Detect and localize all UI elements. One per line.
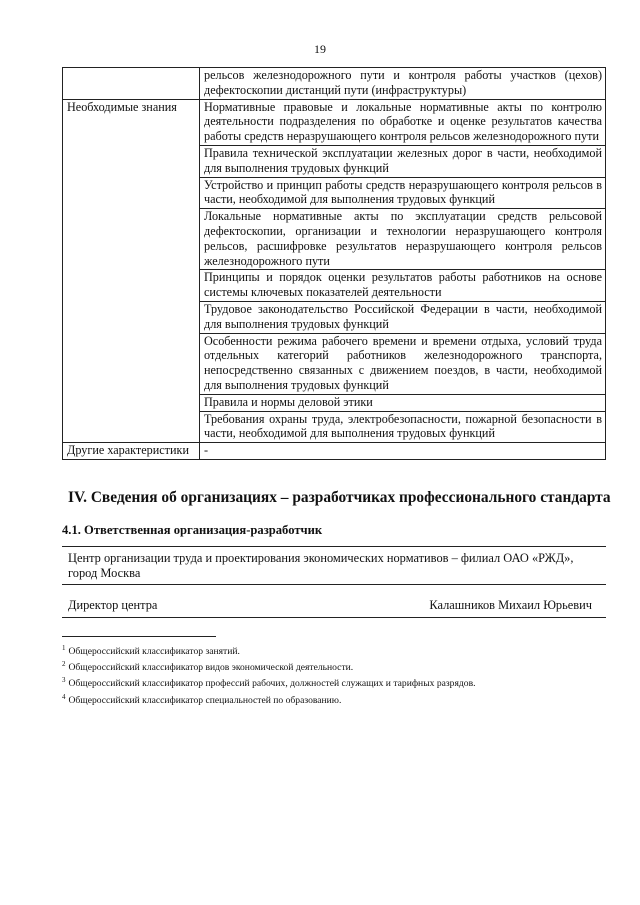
row-label-required-knowledge: Необходимые знания bbox=[63, 99, 200, 443]
row-value: Нормативные правовые и локальные нормативные акты по контролю деятельности подразделения по обработке и оценке результатов качества работы средств неразрушающего контроля рельсов железнодорожного пути bbox=[200, 99, 606, 145]
subsection-title: 4.1. Ответственная организация-разработчик bbox=[62, 523, 323, 537]
signer-name: Калашников Михаил Юрьевич bbox=[429, 598, 592, 612]
row-label bbox=[63, 68, 200, 100]
footnote-mark: 3 bbox=[62, 676, 66, 685]
footnote-text: Общероссийский классификатор специальностей по образованию. bbox=[68, 694, 342, 706]
signer-position: Директор центра bbox=[68, 598, 158, 612]
organization-name: Центр организации труда и проектирования экономических нормативов – филиал ОАО «РЖД», город Москва bbox=[62, 546, 606, 585]
row-value: Локальные нормативные акты по эксплуатации средств рельсовой дефектоскопии, организации и технологии неразрушающего контроля рельсов, расшифровке результатов неразрушающего контроля рельсов железнодорожного пути bbox=[200, 209, 606, 270]
footnote-mark: 2 bbox=[62, 660, 66, 669]
footnote bbox=[62, 691, 606, 707]
footnote-text: Общероссийский классификатор занятий. bbox=[68, 646, 240, 658]
row-value: Принципы и порядок оценки результатов работы работников на основе системы ключевых показателей деятельности bbox=[200, 270, 606, 302]
footnote-divider bbox=[62, 636, 216, 637]
row-value: рельсов железнодорожного пути и контроля работы участков (цехов) дефектоскопии дистанций пути (инфраструктуры) bbox=[200, 68, 606, 100]
table-row bbox=[63, 99, 606, 145]
footnote-text: Общероссийский классификатор видов экономической деятельности. bbox=[68, 662, 354, 674]
row-value: Трудовое законодательство Российской Федерации в части, необходимой для выполнения трудовых функций bbox=[200, 301, 606, 333]
row-label-other-characteristics: Другие характеристики bbox=[63, 443, 200, 460]
footnotes bbox=[62, 642, 606, 707]
organization-block bbox=[62, 546, 606, 618]
footnote-mark: 4 bbox=[62, 692, 66, 701]
row-value: Особенности режима рабочего времени и времени отдыха, условий труда отдельных категорий работников железнодорожного транспорта, непосредственно связанных с движением поездов, в части, необходимой для выполнения трудовых функций bbox=[200, 333, 606, 394]
footnote-mark: 1 bbox=[62, 644, 66, 652]
signer-row bbox=[62, 585, 606, 618]
footnote bbox=[62, 674, 606, 690]
knowledge-table bbox=[62, 67, 606, 460]
row-value: - bbox=[200, 443, 606, 460]
footnote bbox=[62, 658, 606, 674]
table-row bbox=[63, 443, 606, 460]
row-value: Требования охраны труда, электробезопасности, пожарной безопасности в части, необходимой для выполнения трудовых функций bbox=[200, 411, 606, 443]
footnote-text: Общероссийский классификатор профессий рабочих, должностей служащих и тарифных разрядов. bbox=[68, 678, 476, 690]
row-value: Устройство и принцип работы средств неразрушающего контроля рельсов в части, необходимой для выполнения трудовых функций bbox=[200, 177, 606, 209]
section-title: IV. Сведения об организациях – разработчиках профессионального стандарта bbox=[68, 489, 611, 506]
row-value: Правила и нормы деловой этики bbox=[200, 394, 606, 411]
page-number: 19 bbox=[314, 42, 326, 56]
footnote bbox=[62, 642, 606, 658]
table-row bbox=[63, 68, 606, 100]
row-value: Правила технической эксплуатации железных дорог в части, необходимой для выполнения трудовых функций bbox=[200, 145, 606, 177]
